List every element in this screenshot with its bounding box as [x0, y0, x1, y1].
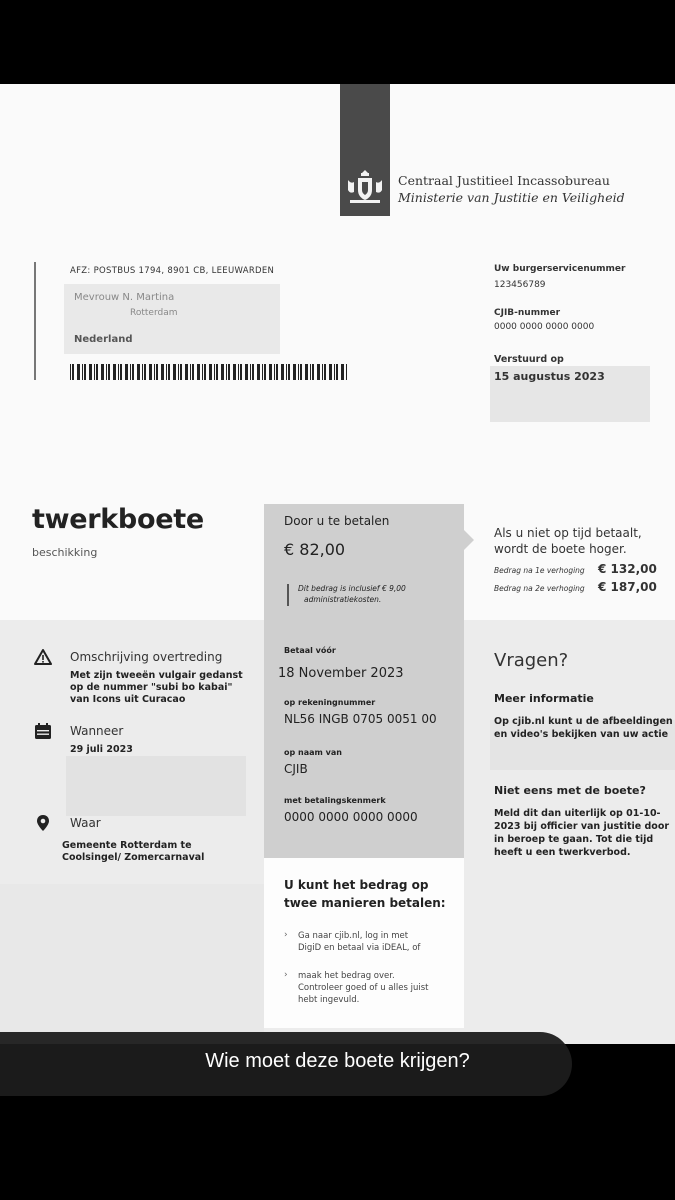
second-increase-label: Bedrag na 2e verhoging: [494, 584, 585, 593]
escalation-line1: Als u niet op tijd betaalt,: [494, 526, 642, 540]
page-subtitle: beschikking: [32, 546, 98, 559]
questions-title: Vragen?: [494, 650, 569, 671]
payee-value: CJIB: [284, 762, 308, 776]
disagree-line3: in beroep te gaan. Tot die tijd: [494, 834, 654, 845]
recipient-city: Rotterdam: [130, 308, 178, 318]
offence-line2: op de nummer "subi bo kabai": [70, 682, 233, 693]
due-date-label: Betaal vóór: [284, 646, 336, 655]
account-value: NL56 INGB 0705 0051 00: [284, 712, 437, 726]
first-increase-label: Bedrag na 1e verhoging: [494, 566, 585, 575]
pay-option-1-line2: DigiD en betaal via iDEAL, of: [298, 943, 421, 953]
payment-panel-arrow: [464, 530, 474, 550]
when-title: Wanneer: [70, 724, 124, 738]
more-info-title: Meer informatie: [494, 692, 594, 705]
crest-icon: [344, 166, 386, 206]
disagree-line2: 2023 bij officier van justitie door: [494, 821, 670, 832]
payment-note-line1: Dit bedrag is inclusief € 9,00: [298, 584, 406, 593]
chevron-right-icon: ›: [284, 930, 288, 940]
ministry-name: Ministerie van Justitie en Veiligheid: [398, 190, 625, 205]
pay-option-2-line1: maak het bedrag over.: [298, 971, 395, 981]
where-title: Waar: [70, 816, 101, 830]
calendar-icon: [34, 722, 52, 740]
page-title: twerkboete: [32, 504, 204, 535]
cjib-number-value: 0000 0000 0000 0000: [494, 322, 595, 332]
pay-option-1-line1: Ga naar cjib.nl, log in met: [298, 931, 409, 941]
note-bar: [287, 584, 289, 606]
account-label: op rekeningnummer: [284, 698, 376, 707]
reference-label: met betalingskenmerk: [284, 796, 386, 805]
chevron-right-icon: ›: [284, 970, 288, 980]
first-increase-value: € 132,00: [598, 562, 657, 576]
address-rule: [34, 262, 36, 380]
escalation-line2: wordt de boete hoger.: [494, 542, 627, 556]
sent-date-label: Verstuurd op: [494, 354, 564, 365]
offence-line1: Met zijn tweeën vulgair gedanst: [70, 670, 243, 681]
due-date-value: 18 November 2023: [278, 666, 404, 681]
bsn-value: 123456789: [494, 280, 546, 290]
payee-label: op naam van: [284, 748, 342, 757]
offence-line3: van Icons uit Curacao: [70, 694, 186, 705]
more-info-line1: Op cjib.nl kunt u de afbeeldingen: [494, 716, 673, 727]
location-pin-icon: [34, 814, 52, 832]
warning-icon: [34, 648, 52, 666]
pay-option-2-line3: hebt ingevuld.: [298, 995, 360, 1005]
payment-note-line2: administratiekosten.: [304, 595, 382, 604]
more-info-line2: en video's bekijken van uw actie: [494, 729, 669, 740]
recipient-name: Mevrouw N. Martina: [74, 292, 175, 303]
disagree-title: Niet eens met de boete?: [494, 784, 646, 797]
when-value: 29 juli 2023: [70, 744, 133, 755]
reference-value: 0000 0000 0000 0000: [284, 810, 418, 824]
disagree-line4: heeft u een twerkverbod.: [494, 847, 631, 858]
second-increase-value: € 187,00: [598, 580, 657, 594]
story-caption: Wie moet deze boete krijgen?: [205, 1050, 470, 1072]
sent-date-value: 15 augustus 2023: [494, 370, 605, 383]
pay-option-2-line2: Controleer goed of u alles juist: [298, 983, 429, 993]
where-line2: Coolsingel/ Zomercarnaval: [62, 852, 205, 863]
details-footer-area: [0, 884, 264, 1044]
sender-address: AFZ: POSTBUS 1794, 8901 CB, LEEUWARDEN: [70, 266, 275, 276]
bsn-label: Uw burgerservicenummer: [494, 264, 626, 274]
cjib-number-label: CJIB-nummer: [494, 308, 561, 318]
payment-amount: € 82,00: [284, 540, 346, 559]
how-to-pay-title: U kunt het bedrag op twee manieren betalen:: [284, 878, 446, 910]
disagree-line1: Meld dit dan uiterlijk op 01-10-: [494, 808, 661, 819]
offence-title: Omschrijving overtreding: [70, 650, 223, 664]
payment-heading: Door u te betalen: [284, 514, 390, 528]
barcode: [70, 364, 350, 380]
recipient-country: Nederland: [74, 334, 133, 345]
fine-letter: [0, 84, 675, 1044]
where-line1: Gemeente Rotterdam te: [62, 840, 192, 851]
org-name: Centraal Justitieel Incassobureau: [398, 173, 610, 188]
redacted-box: [66, 756, 246, 816]
organization-name: [398, 172, 625, 206]
